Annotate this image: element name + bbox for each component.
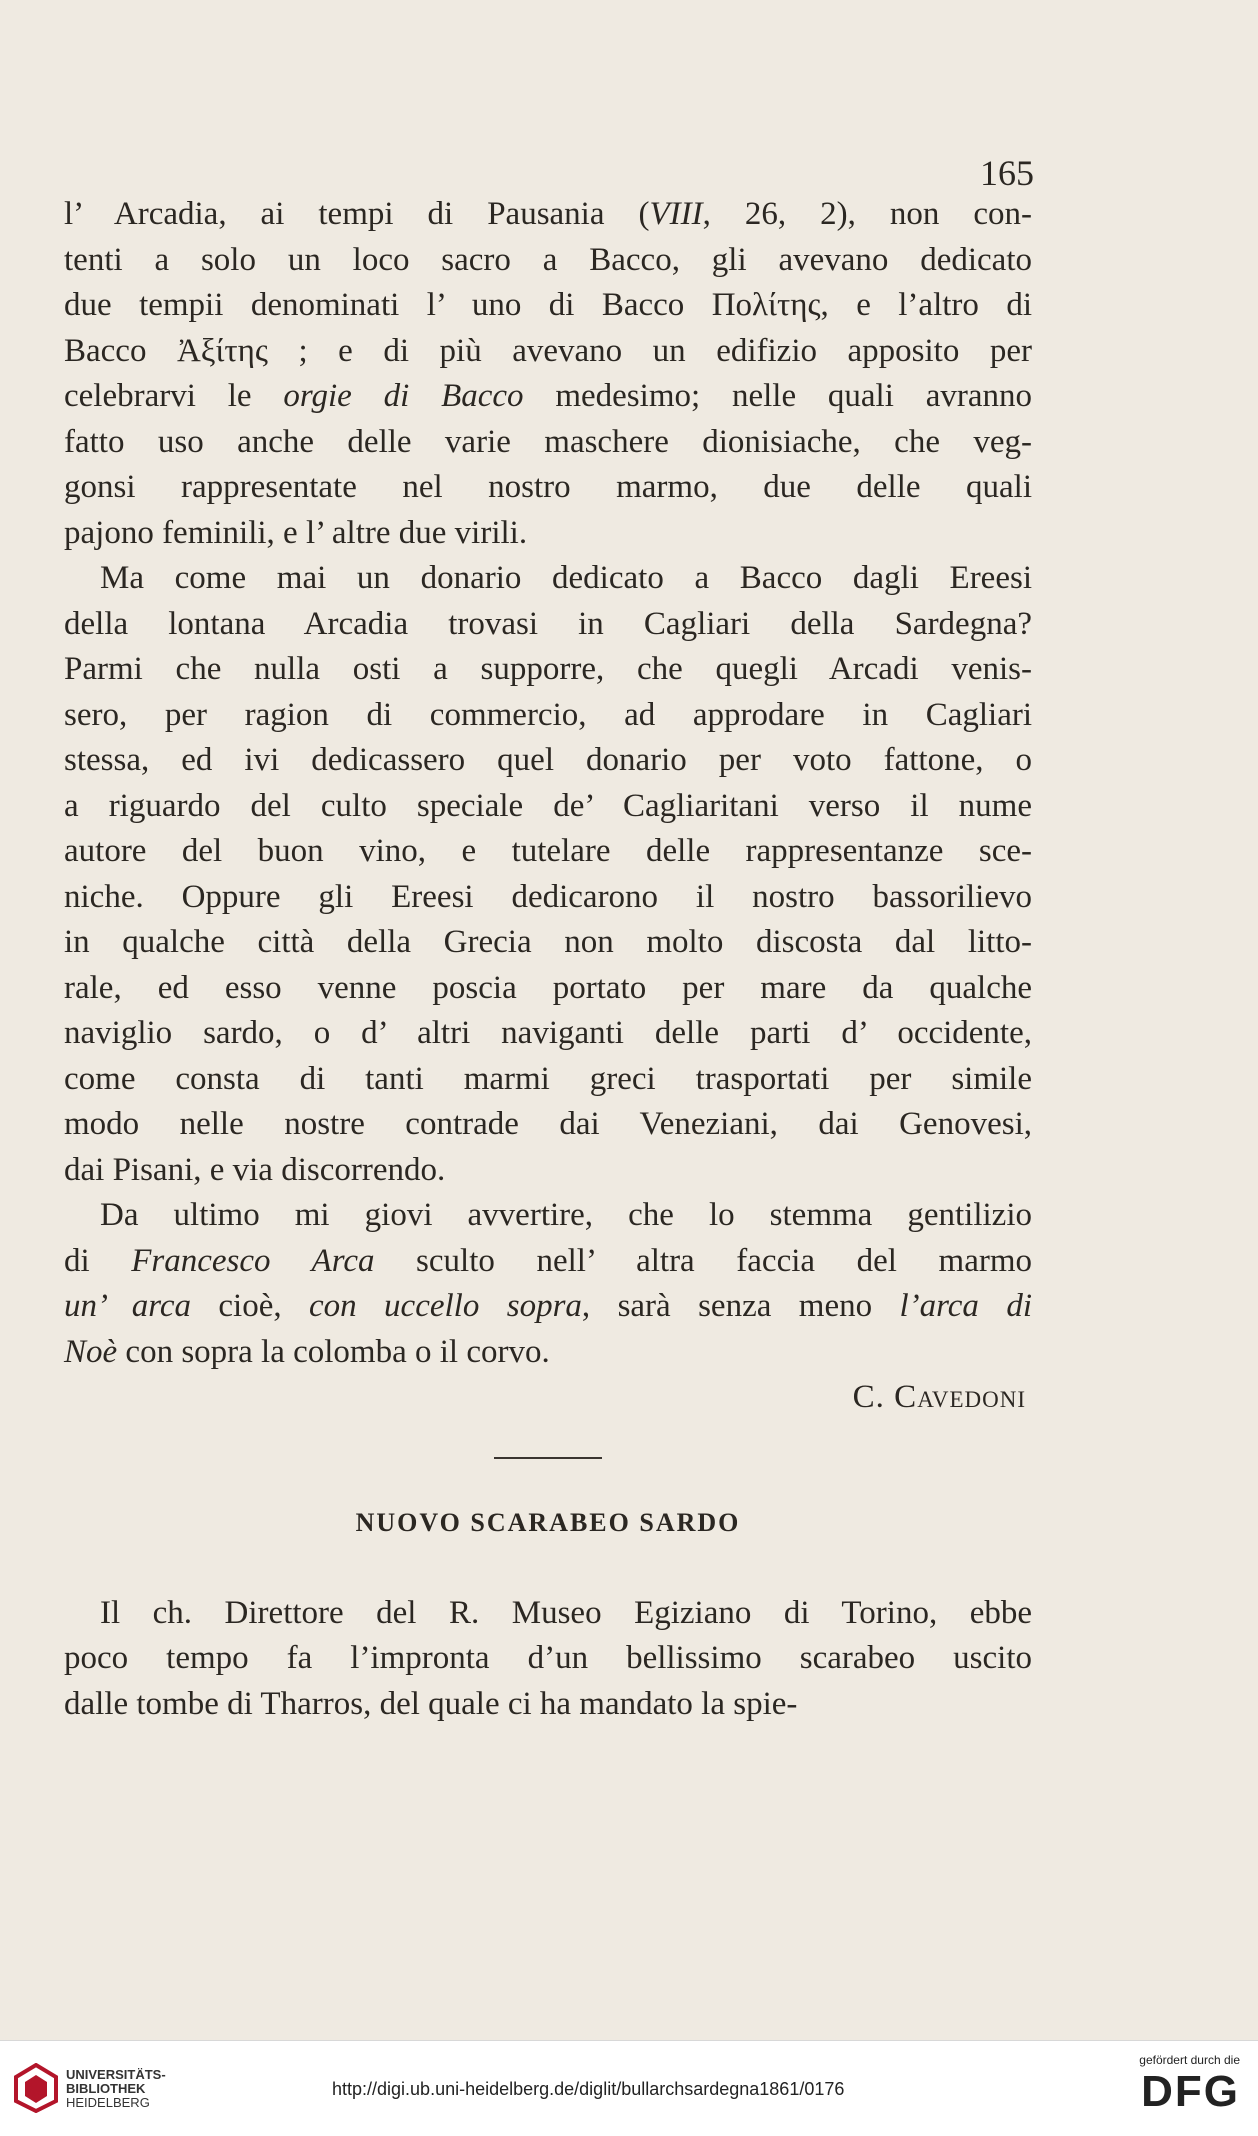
- funding-credit: [1139, 2053, 1240, 2117]
- text-line: in qualche città della Grecia non molto discosta dal litto-: [64, 924, 1032, 960]
- text-line: l’ Arcadia, ai tempi di Pausania (VIII, 26, 2), non con-: [64, 196, 1032, 232]
- signature: C. Cavedoni: [852, 1379, 1026, 1415]
- text-line: Noè con sopra la colomba o il corvo.: [64, 1333, 550, 1370]
- text-line: niche. Oppure gli Ereesi dedicarono il nostro bassorilievo: [64, 878, 1032, 915]
- text-line: pajono feminili, e l’ altre due virili.: [64, 514, 528, 551]
- paragraph-2: [64, 556, 1032, 1193]
- text-line: celebrarvi le orgie di Bacco medesimo; nelle quali avranno: [64, 378, 1032, 414]
- text-line: autore del buon vino, e tutelare delle rappresentanze sce-: [64, 833, 1032, 869]
- paragraph-4: [64, 1591, 1032, 1728]
- text-line: come consta di tanti marmi greci trasportati per simile: [64, 1060, 1032, 1097]
- library-line-3: HEIDELBERG: [66, 2095, 150, 2110]
- text-line: due tempii denominati l’ uno di Bacco Πολίτης, e l’altro di: [64, 287, 1032, 323]
- paragraph-1: [64, 192, 1032, 556]
- dfg-logo: DFG: [1141, 2067, 1240, 2116]
- section-heading: NUOVO SCARABEO SARDO: [355, 1507, 741, 1537]
- text-line: Bacco Ἀξίτης ; e di più avevano un edifizio apposito per: [64, 332, 1032, 369]
- text-line: a riguardo del culto speciale de’ Cagliaritani verso il nume: [64, 787, 1032, 824]
- library-line-1: UNIVERSITÄTS-: [66, 2067, 166, 2082]
- paragraph-3: [64, 1193, 1032, 1375]
- text-line: rale, ed esso venne poscia portato per mare da qualche: [64, 969, 1032, 1006]
- body-text: [64, 192, 1032, 1727]
- text-line: Parmi che nulla osti a supporre, che quegli Arcadi venis-: [64, 651, 1032, 687]
- funding-label: gefördert durch die: [1139, 2053, 1240, 2067]
- text-line: modo nelle nostre contrade dai Veneziani, dai Genovesi,: [64, 1106, 1032, 1142]
- text-line: un’ arca cioè, con uccello sopra, sarà senza meno l’arca di: [64, 1288, 1032, 1324]
- section-divider: [494, 1457, 602, 1459]
- page-number: 165: [980, 153, 1034, 193]
- university-logo-icon: [14, 2063, 58, 2113]
- text-line: naviglio sardo, o d’ altri naviganti delle parti d’ occidente,: [64, 1015, 1032, 1051]
- text-line: di Francesco Arca sculto nell’ altra faccia del marmo: [64, 1242, 1033, 1279]
- library-line-2: BIBLIOTHEK: [66, 2081, 146, 2096]
- text-line: fatto uso anche delle varie maschere dionisiache, che veg-: [64, 423, 1032, 460]
- text-line: gonsi rappresentate nel nostro marmo, due delle quali: [64, 469, 1032, 505]
- text-line: Ma come mai un donario dedicato a Bacco dagli Ereesi: [100, 560, 1032, 596]
- text-line: della lontana Arcadia trovasi in Cagliari della Sardegna?: [64, 605, 1032, 642]
- footer-bar: [0, 2040, 1258, 2136]
- text-line: tenti a solo un loco sacro a Bacco, gli avevano dedicato: [64, 241, 1032, 278]
- text-line: dai Pisani, e via discorrendo.: [64, 1151, 446, 1188]
- source-url-link[interactable]: http://digi.ub.uni-heidelberg.de/diglit/bullarchsardegna1861/0176: [332, 2079, 845, 2099]
- text-line: stessa, ed ivi dedicassero quel donario per voto fattone, o: [64, 742, 1032, 778]
- text-line: poco tempo fa l’impronta d’un bellissimo scarabeo uscito: [64, 1640, 1032, 1676]
- library-name: [66, 2068, 166, 2110]
- text-line: Da ultimo mi giovi avvertire, che lo stemma gentilizio: [100, 1197, 1032, 1233]
- text-line: Il ch. Direttore del R. Museo Egiziano di Torino, ebbe: [100, 1594, 1032, 1631]
- text-line: sero, per ragion di commercio, ad approdare in Cagliari: [64, 696, 1032, 733]
- text-line: dalle tombe di Tharros, del quale ci ha mandato la spie-: [64, 1685, 798, 1722]
- signature-line: [64, 1375, 1032, 1421]
